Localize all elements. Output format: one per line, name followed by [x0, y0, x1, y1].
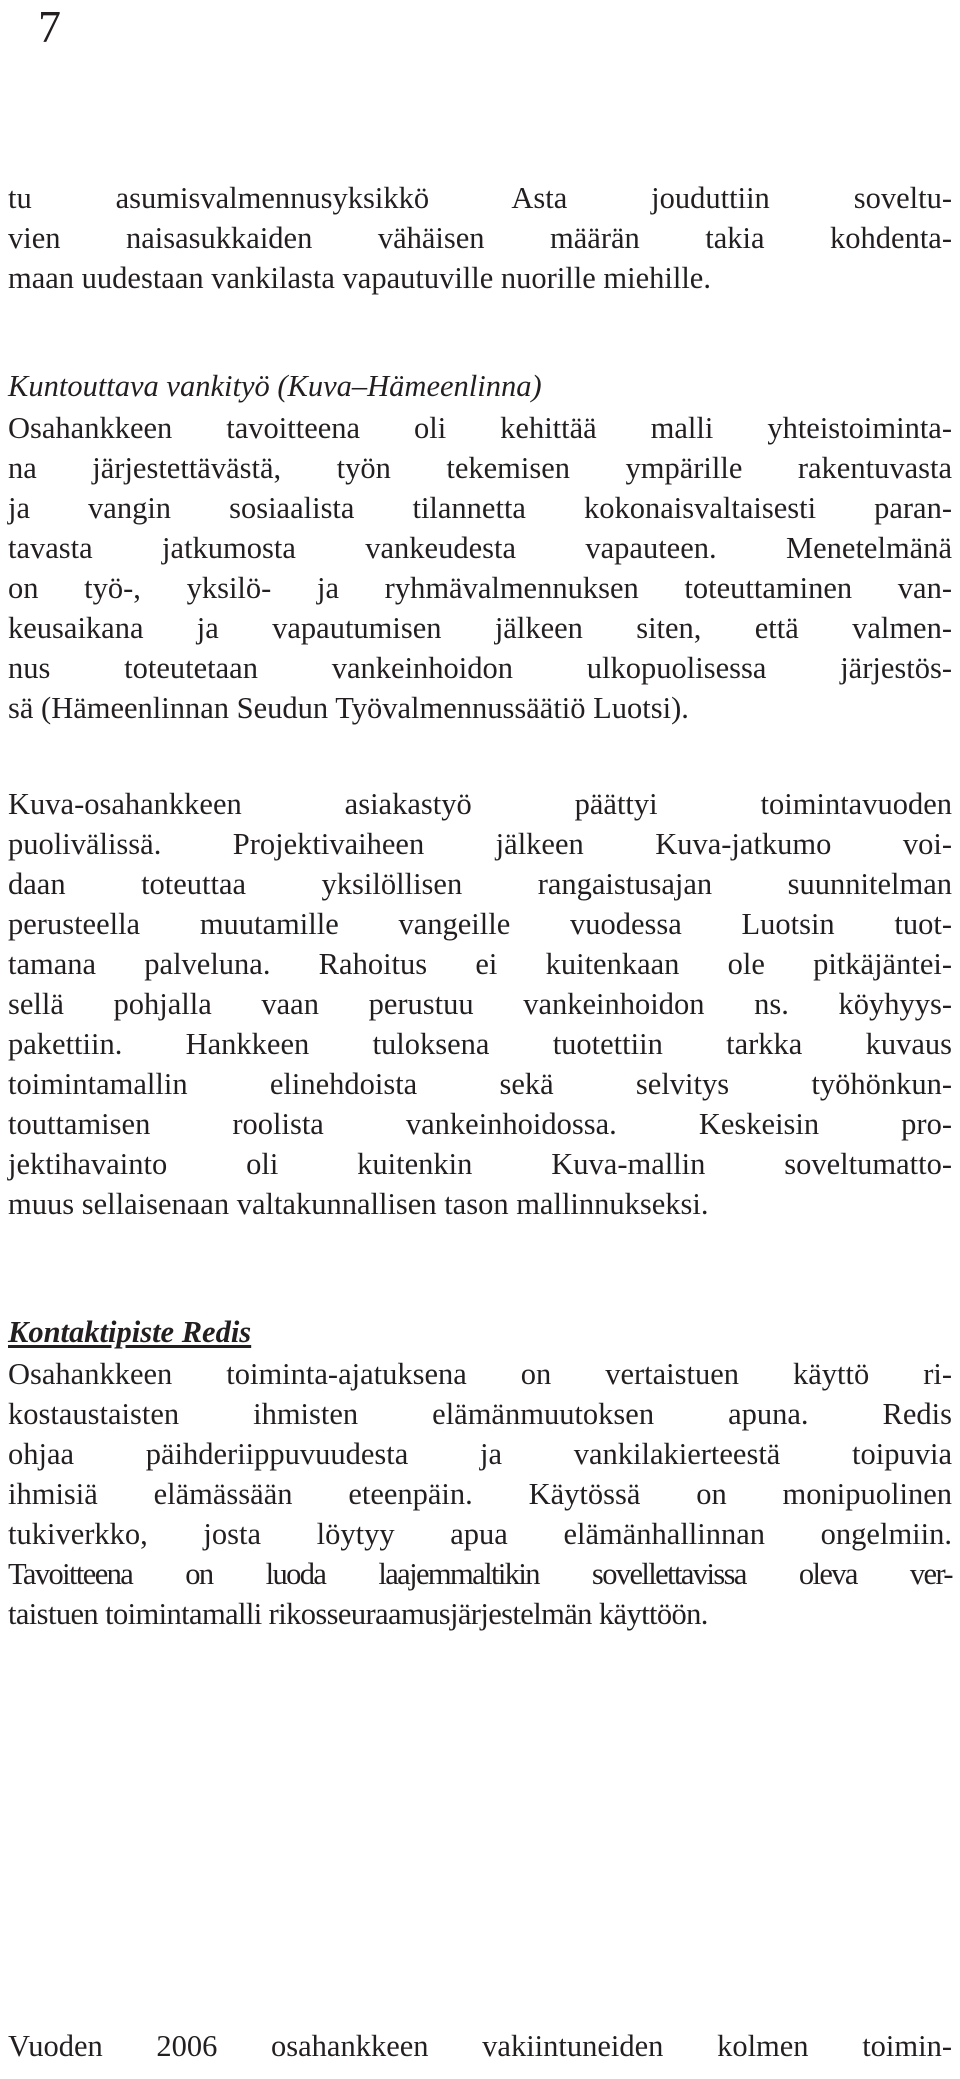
text-line: ja vangin sosiaalista tilannetta kokonaisvaltaisesti paran-: [8, 491, 952, 525]
text-line: Tavoitteena on luoda laajemmaltikin sovellettavissa oleva ver-: [8, 1557, 952, 1591]
text-line: tukiverkko, josta löytyy apua elämänhallinnan ongelmiin.: [8, 1517, 952, 1551]
text-line: daan toteuttaa yksilöllisen rangaistusajan suunnitelman: [8, 867, 952, 901]
section2-paragraph-2: [8, 2026, 952, 2066]
section-heading-kontaktipiste-redis: [8, 1312, 952, 1352]
text-line: perusteella muutamille vangeille vuodessa Luotsin tuot-: [8, 907, 952, 941]
text-line: ihmisiä elämässään eteenpäin. Käytössä on monipuolinen: [8, 1477, 952, 1511]
text-line: sellä pohjalla vaan perustuu vankeinhoidon ns. köyhyys-: [8, 987, 952, 1021]
text-line: on työ-, yksilö- ja ryhmävalmennuksen toteuttaminen van-: [8, 571, 952, 605]
text-line: keusaikana ja vapautumisen jälkeen siten, että valmen-: [8, 611, 952, 645]
text-line: sä (Hämeenlinnan Seudun Työvalmennussäätiö Luotsi).: [8, 691, 689, 725]
page-number: 7: [38, 1, 61, 52]
text-line: vien naisasukkaiden vähäisen määrän takia kohdenta-: [8, 221, 952, 255]
intro-paragraph: [8, 178, 952, 298]
text-line: tamana palveluna. Rahoitus ei kuitenkaan ole pitkäjäntei-: [8, 947, 952, 981]
text-line: kostaustaisten ihmisten elämänmuutoksen apuna. Redis: [8, 1397, 952, 1431]
text-line: muus sellaisenaan valtakunnallisen tason mallinnukseksi.: [8, 1187, 709, 1221]
section1-paragraph-1: [8, 408, 952, 728]
text-line: Osahankkeen tavoitteena oli kehittää malli yhteistoiminta-: [8, 411, 952, 445]
text-line: Vuoden 2006 osahankkeen vakiintuneiden kolmen toimin-: [8, 2029, 952, 2063]
text-line: puolivälissä. Projektivaiheen jälkeen Kuva-jatkumo voi-: [8, 827, 952, 861]
section2-paragraph-1: [8, 1354, 952, 1634]
text-line: na järjestettävästä, työn tekemisen ympärille rakentuvasta: [8, 451, 952, 485]
text-line: tu asumisvalmennusyksikkö Asta jouduttiin soveltu-: [8, 181, 952, 215]
text-line: taistuen toimintamalli rikosseuraamusjärjestelmän käyttöön.: [8, 1597, 708, 1631]
text-line: pakettiin. Hankkeen tuloksena tuotettiin tarkka kuvaus: [8, 1027, 952, 1061]
text-line: maan uudestaan vankilasta vapautuville nuorille miehille.: [8, 261, 711, 295]
text-line: toimintamallin elinehdoista sekä selvitys työhönkun-: [8, 1067, 952, 1101]
text-line: jektihavainto oli kuitenkin Kuva-mallin soveltumatto-: [8, 1147, 952, 1181]
text-line: tavasta jatkumosta vankeudesta vapauteen. Menetelmänä: [8, 531, 952, 565]
text-line: ohjaa päihderiippuvuudesta ja vankilakierteestä toipuvia: [8, 1437, 952, 1471]
text-line: nus toteutetaan vankeinhoidon ulkopuolisessa järjestös-: [8, 651, 952, 685]
section-heading-kuntouttava-vankityo: [8, 366, 952, 406]
text-line: Kuva-osahankkeen asiakastyö päättyi toimintavuoden: [8, 787, 952, 821]
section-heading: Kontaktipiste Redis: [8, 1315, 252, 1349]
section-heading: Kuntouttava vankityö (Kuva–Hämeenlinna): [8, 369, 542, 403]
text-line: Osahankkeen toiminta-ajatuksena on vertaistuen käyttö ri-: [8, 1357, 952, 1391]
section1-paragraph-2: [8, 784, 952, 1224]
text-line: touttamisen roolista vankeinhoidossa. Keskeisin pro-: [8, 1107, 952, 1141]
